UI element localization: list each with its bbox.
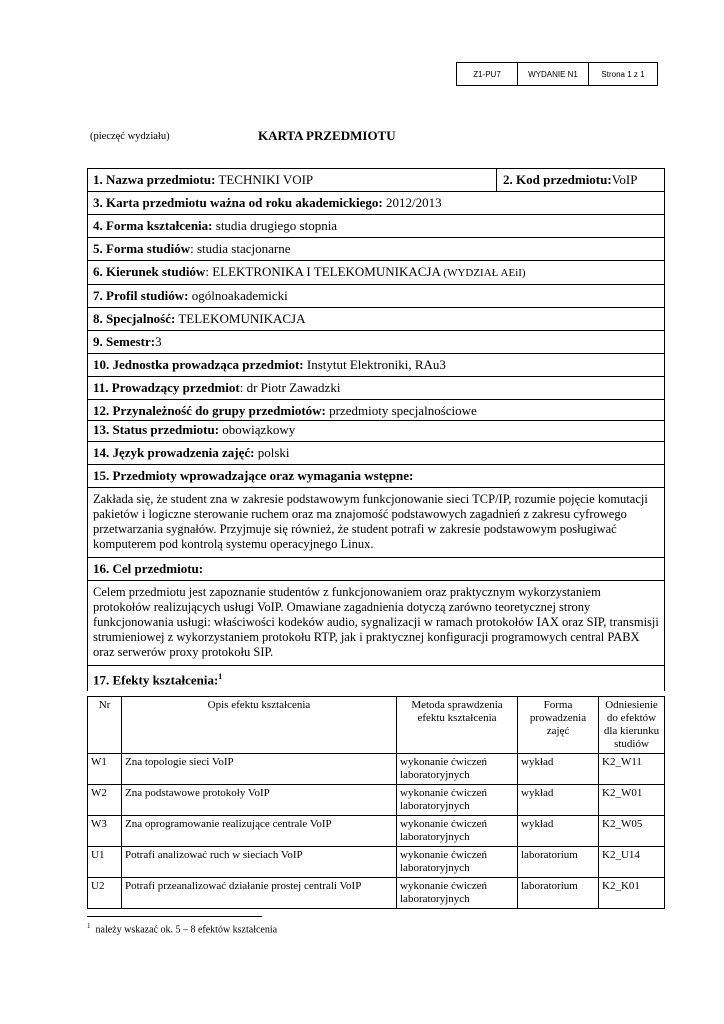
outcome-id: W3	[88, 816, 122, 847]
footnote-text: należy wskazać ok. 5 – 8 efektów kształcenia	[95, 924, 278, 936]
row-course-status	[88, 421, 664, 442]
study-form-label: 5. Forma studiów	[93, 241, 191, 256]
course-group-value: przedmioty specjalnościowe	[329, 403, 477, 418]
row-course-group	[88, 400, 664, 421]
row-field-of-study	[88, 261, 664, 285]
outcome-id: W2	[88, 785, 122, 816]
column-header-reference: Odniesienie do efektów dla kierunku studiów	[599, 697, 665, 754]
row-unit	[88, 354, 664, 377]
outcome-id: U2	[88, 878, 122, 909]
course-name-value: TECHNIKI VOIP	[218, 172, 314, 187]
row-study-form	[88, 238, 664, 261]
lecturer-value: : dr Piotr Zawadzki	[239, 380, 341, 395]
outcome-reference: K2_U14	[599, 847, 665, 878]
column-header-method: Metoda sprawdzenia efektu kształcenia	[397, 697, 518, 754]
outcome-reference: K2_W05	[599, 816, 665, 847]
education-form-label: 4. Forma kształcenia:	[93, 218, 213, 233]
footnote-divider	[87, 916, 262, 917]
language-label: 14. Język prowadzenia zajęć:	[93, 445, 255, 460]
form-code: Z1-PU7	[457, 63, 518, 85]
row-course-name-code	[88, 169, 664, 192]
course-status-label: 13. Status przedmiotu:	[93, 422, 220, 437]
course-goal-label: 16. Cel przedmiotu:	[93, 561, 204, 576]
course-code-value: VoIP	[611, 172, 638, 187]
table-row	[88, 878, 665, 909]
study-form-value: : studia stacjonarne	[190, 241, 291, 256]
specialization-label: 8. Specjalność:	[93, 311, 176, 326]
unit-label: 10. Jednostka prowadząca przedmiot:	[93, 357, 304, 372]
study-profile-value: ogólnoakademicki	[191, 288, 288, 303]
row-semester	[88, 331, 664, 354]
outcome-id: W1	[88, 754, 122, 785]
page-title: KARTA PRZEDMIOTU	[258, 128, 396, 143]
course-goal-text: Celem przedmiotu jest zapoznanie studentów z funkcjonowaniem oraz praktycznym wykorzystaniem protokołów realizujących usługi VoIP. Omawiane zagadnienia dotyczą zarówno teoretycznej strony funkcjonowania usługi: właściwości kodeków audio, sygnalizacji w ramach protokołów IAX oraz SIP, transmisji strumieniowej z wykorzystaniem protokołu RTP, jak i praktycznej konfiguracji programowych central PABX oraz serwerów proxy protokołu SIP.	[88, 581, 664, 666]
class-form: wykład	[518, 785, 599, 816]
class-form: laboratorium	[518, 878, 599, 909]
field-of-study-value: : ELEKTRONIKA I TELEKOMUNIKACJA	[205, 264, 441, 279]
verification-method: wykonanie ćwiczeń laboratoryjnych	[397, 847, 518, 878]
course-name-label: 1. Nazwa przedmiotu:	[93, 172, 216, 187]
field-of-study-label: 6. Kierunek studiów	[93, 264, 206, 279]
outcome-description: Potrafi przeanalizować działanie prostej centrali VoIP	[122, 878, 397, 909]
outcome-reference: K2_W11	[599, 754, 665, 785]
outcome-reference: K2_K01	[599, 878, 665, 909]
specialization-value: TELEKOMUNIKACJA	[178, 311, 306, 326]
outcome-reference: K2_W01	[599, 785, 665, 816]
learning-outcomes-label: 17. Efekty kształcenia:	[93, 672, 219, 688]
class-form: wykład	[518, 754, 599, 785]
row-specialization	[88, 308, 664, 331]
footnote-marker: 1	[218, 672, 223, 681]
course-group-label: 12. Przynależność do grupy przedmiotów:	[93, 403, 326, 418]
faculty-stamp-label: (pieczęć wydziału)	[90, 131, 170, 142]
row-prerequisites-heading	[88, 465, 664, 488]
row-language	[88, 442, 664, 465]
unit-value: Instytut Elektroniki, RAu3	[306, 357, 446, 372]
footnote-number: 1	[87, 922, 91, 930]
verification-method: wykonanie ćwiczeń laboratoryjnych	[397, 878, 518, 909]
outcome-id: U1	[88, 847, 122, 878]
study-profile-label: 7. Profil studiów:	[93, 288, 189, 303]
row-valid-from	[88, 192, 664, 215]
document-header-box	[456, 62, 658, 86]
row-education-form	[88, 215, 664, 238]
outcome-description: Zna podstawowe protokoły VoIP	[122, 785, 397, 816]
prerequisites-text: Zakłada się, że student zna w zakresie podstawowym funkcjonowanie sieci TCP/IP, rozumie pojęcie komutacji pakietów i logiczne sterowanie ruchem oraz ma znajomość podstawowych zagadnień z zakresu cyfrowego przetwarzania sygnałów. Przyjmuje się również, że student potrafi w zakresie podstawowym posługiwać komputerem pod kontrolą systemu operacyjnego Linux.	[88, 488, 664, 558]
row-lecturer	[88, 377, 664, 400]
outcome-description: Potrafi analizować ruch w sieciach VoIP	[122, 847, 397, 878]
verification-method: wykonanie ćwiczeń laboratoryjnych	[397, 785, 518, 816]
table-row	[88, 754, 665, 785]
table-row	[88, 847, 665, 878]
verification-method: wykonanie ćwiczeń laboratoryjnych	[397, 816, 518, 847]
page-number: Strona 1 z 1	[601, 69, 645, 79]
row-learning-outcomes-heading	[88, 666, 664, 691]
footnote	[87, 922, 277, 935]
course-code-label: 2. Kod przedmiotu:	[503, 172, 612, 187]
course-status-value: obowiązkowy	[222, 422, 296, 437]
language-value: polski	[257, 445, 290, 460]
table-row	[88, 816, 665, 847]
learning-outcomes-table	[87, 696, 665, 909]
education-form-value: studia drugiego stopnia	[215, 218, 338, 233]
semester-label: 9. Semestr:	[93, 334, 156, 349]
verification-method: wykonanie ćwiczeń laboratoryjnych	[397, 754, 518, 785]
row-course-goal-heading	[88, 558, 664, 581]
column-header-nr: Nr	[88, 697, 122, 754]
table-header-row	[88, 697, 665, 754]
outcome-description: Zna oprogramowanie realizujące centrale VoIP	[122, 816, 397, 847]
class-form: laboratorium	[518, 847, 599, 878]
course-card-table	[87, 168, 665, 691]
outcome-description: Zna topologie sieci VoIP	[122, 754, 397, 785]
semester-value: 3	[155, 334, 162, 349]
class-form: wykład	[518, 816, 599, 847]
valid-from-label: 3. Karta przedmiotu ważna od roku akademickiego:	[93, 195, 383, 210]
edition-label: WYDANIE N1	[518, 63, 589, 85]
column-header-description: Opis efektu kształcenia	[122, 697, 397, 754]
lecturer-label: 11. Prowadzący przedmiot	[93, 380, 240, 395]
table-row	[88, 785, 665, 816]
valid-from-value: 2012/2013	[385, 195, 442, 210]
prerequisites-label: 15. Przedmioty wprowadzające oraz wymagania wstępne:	[93, 468, 414, 483]
column-header-form: Forma prowadzenia zajęć	[518, 697, 599, 754]
row-study-profile	[88, 285, 664, 308]
faculty-name: (WYDZIAŁ AEiI)	[443, 267, 526, 279]
